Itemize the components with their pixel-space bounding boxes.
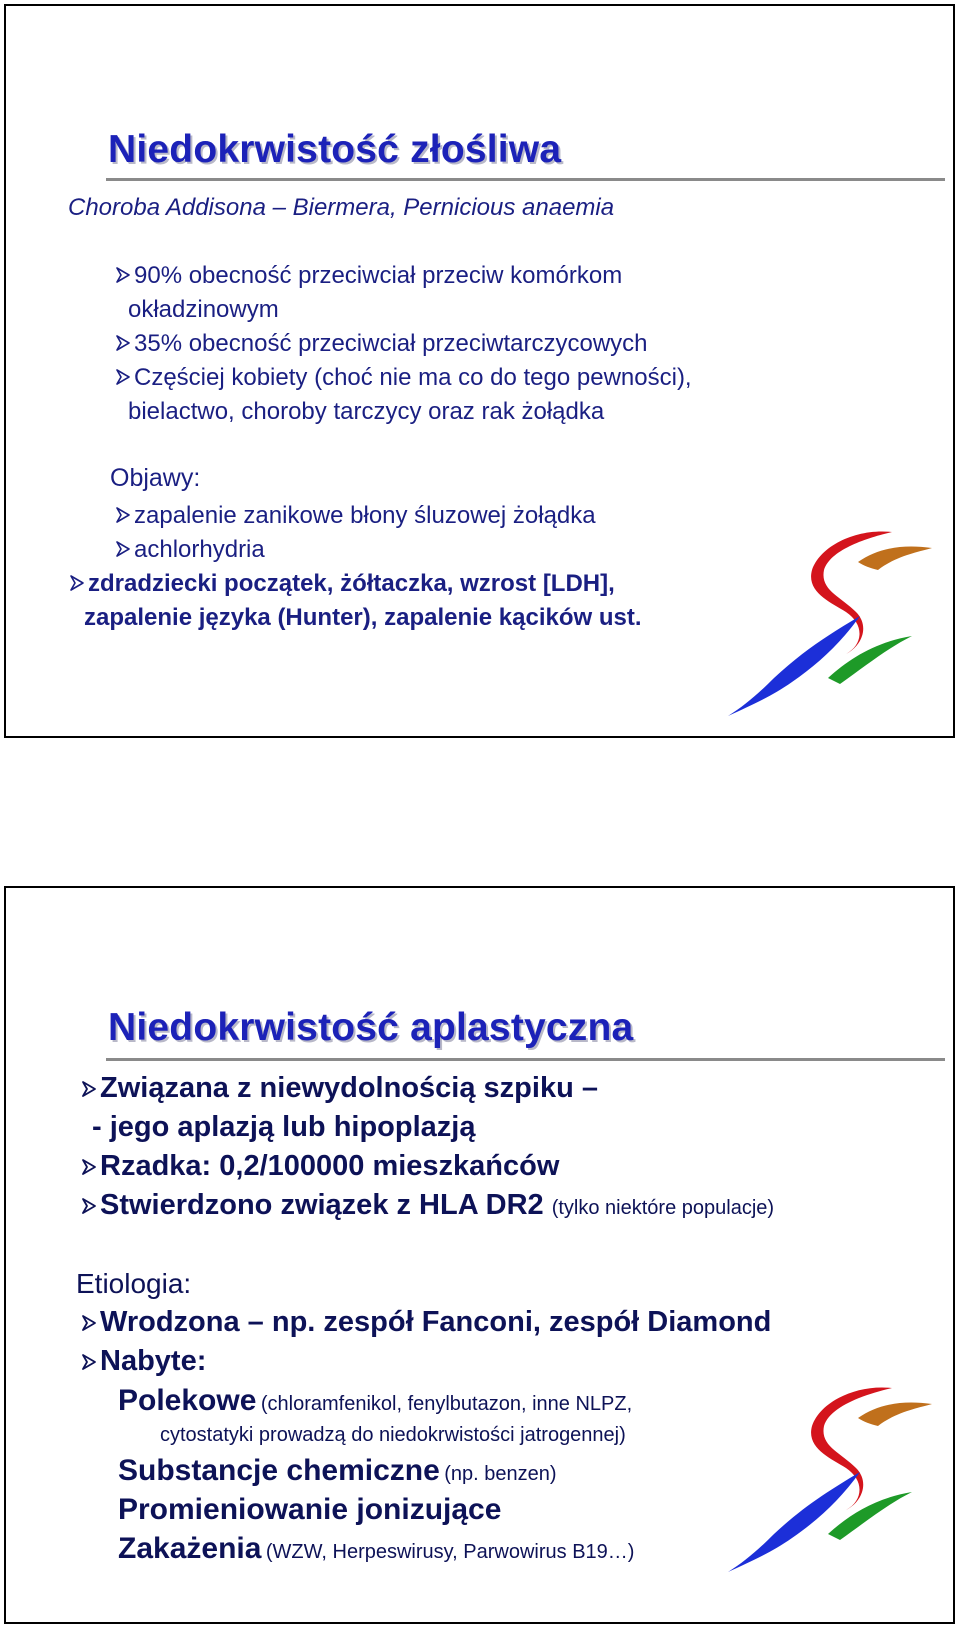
bullet-text: Rzadka: 0,2/100000 mieszkańców (100, 1150, 560, 1182)
sub-item-note: (WZW, Herpeswirusy, Parwowirus B19…) (265, 1541, 635, 1563)
bullet-item (114, 536, 265, 564)
section-label-objawy: Objawy: (110, 464, 201, 492)
sub-item-note: (np. benzen) (444, 1463, 557, 1485)
sub-item-label: Polekowe (118, 1384, 257, 1417)
bullet-item (80, 1306, 771, 1339)
bullet-item (114, 364, 692, 392)
slide-title: Niedokrwistość aplastyczna (108, 1006, 634, 1049)
sub-item-zakazenia (118, 1532, 634, 1566)
bullet-text: 90% obecność przeciwciał przeciw komórkom (134, 262, 623, 289)
sub-item-note-continuation: cytostatyki prowadzą do niedokrwistości jatrogennej) (160, 1424, 626, 1446)
decorative-logo (706, 526, 946, 726)
ribbon-logo-icon (706, 526, 946, 726)
arrow-bullet-icon (80, 1080, 98, 1098)
arrow-bullet-icon (114, 540, 132, 558)
slide-title: Niedokrwistość złośliwa (108, 128, 562, 171)
bullet-text: achlorhydria (134, 536, 265, 563)
slide-subtitle: Choroba Addisona – Biermera, Pernicious anaemia (68, 194, 615, 221)
bullet-text: Związana z niewydolnością szpiku – (100, 1072, 598, 1104)
arrow-bullet-icon (114, 266, 132, 284)
bullet-continuation: bielactwo, choroby tarczycy oraz rak żołądka (128, 398, 605, 425)
arrow-bullet-icon (68, 574, 86, 592)
sub-item-substancje (118, 1454, 557, 1488)
bullet-item (68, 570, 615, 598)
bullet-item (114, 502, 596, 530)
bullet-continuation: - jego aplazją lub hipoplazją (92, 1111, 476, 1143)
sub-item-label: Substancje chemiczne (118, 1454, 440, 1487)
arrow-bullet-icon (114, 506, 132, 524)
arrow-bullet-icon (80, 1197, 98, 1215)
bullet-text: zdradziecki początek, żółtaczka, wzrost [LDH], (88, 570, 615, 597)
ribbon-logo-icon (706, 1382, 946, 1582)
bullet-item (80, 1072, 598, 1105)
sub-item-label: Zakażenia (118, 1532, 262, 1565)
bullet-item (114, 330, 648, 358)
arrow-bullet-icon (114, 334, 132, 352)
bullet-text: zapalenie zanikowe błony śluzowej żołądka (134, 502, 596, 529)
bullet-item (80, 1345, 206, 1378)
sub-item-polekowe (118, 1384, 632, 1418)
bullet-item (114, 262, 622, 290)
bullet-continuation: zapalenie języka (Hunter), zapalenie kącików ust. (84, 604, 642, 631)
bullet-item (80, 1189, 774, 1222)
arrow-bullet-icon (80, 1353, 98, 1371)
arrow-bullet-icon (80, 1314, 98, 1332)
slide-pernicious-anaemia (4, 4, 955, 738)
bullet-text: Nabyte: (100, 1345, 207, 1377)
sub-item-promieniowanie: Promieniowanie jonizujące (118, 1493, 502, 1526)
arrow-bullet-icon (114, 368, 132, 386)
sub-item-note: (chloramfenikol, fenylbutazon, inne NLPZ, (260, 1393, 633, 1415)
slide-aplastic-anaemia (4, 886, 955, 1624)
section-label-etiologia: Etiologia: (76, 1268, 192, 1299)
bullet-text: Stwierdzono związek z HLA DR2 (100, 1189, 544, 1221)
bullet-item (80, 1150, 559, 1183)
bullet-text: Wrodzona – np. zespół Fanconi, zespół Diamond (100, 1306, 772, 1338)
bullet-continuation: okładzinowym (128, 296, 279, 323)
bullet-text: 35% obecność przeciwciał przeciwtarczycowych (134, 330, 648, 357)
decorative-logo (706, 1382, 946, 1582)
bullet-note: (tylko niektóre populacje) (551, 1197, 775, 1219)
bullet-text: Częściej kobiety (choć nie ma co do tego pewności), (134, 364, 692, 391)
arrow-bullet-icon (80, 1158, 98, 1176)
title-rule (106, 178, 945, 181)
title-rule (106, 1058, 945, 1061)
